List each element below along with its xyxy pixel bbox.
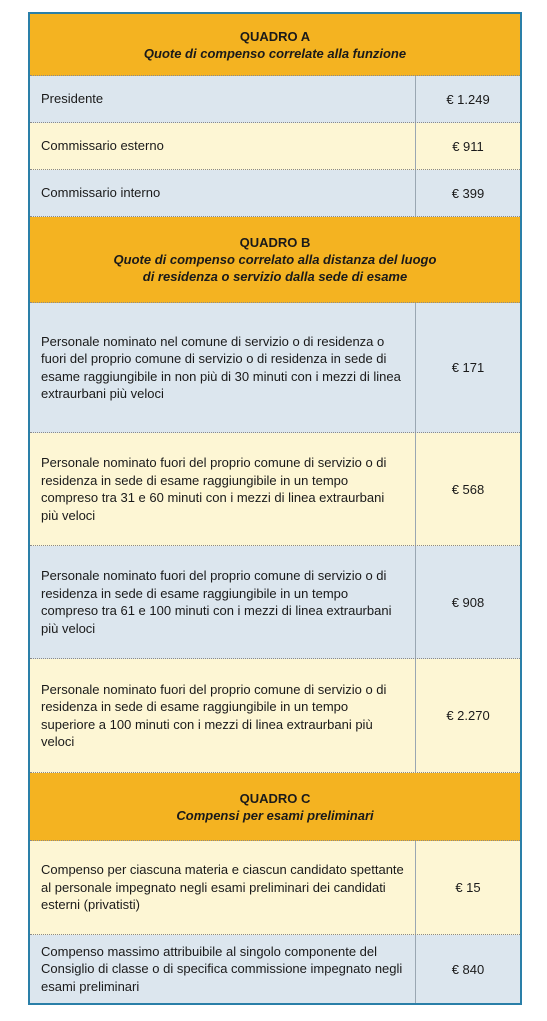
quadro-a-header [30, 14, 520, 76]
quadro-b-subtitle-line2: di residenza o servizio dalla sede di esame [142, 269, 408, 284]
table-row [30, 123, 520, 170]
quadro-b-header [30, 217, 520, 303]
row-amount: € 15 [455, 880, 481, 895]
row-label: Personale nominato fuori del proprio comune di servizio o di residenza in sede di esame raggiungibile in un tempo compreso tra 31 e 60 minuti con i mezzi di linea extraurbani più veloci [30, 433, 416, 545]
table-row [30, 935, 520, 1003]
row-label: Compenso per ciascuna materia e ciascun candidato spettante al personale impegnato negli esami preliminari dei candidati esterni (privatisti) [30, 841, 416, 934]
row-label: Commissario esterno [30, 123, 416, 169]
quadro-c-subtitle: Compensi per esami preliminari [176, 807, 374, 823]
row-amount: € 840 [451, 961, 485, 977]
table-row [30, 659, 520, 773]
row-amount: € 908 [451, 594, 485, 610]
row-amount: € 2.270 [446, 708, 490, 723]
quadro-b-title: QUADRO B [239, 235, 311, 250]
row-label: Presidente [30, 76, 416, 122]
table-row [30, 170, 520, 217]
quadro-b-subtitle-line1: Quote di compenso correlato alla distanza del luogo [113, 252, 437, 267]
row-amount: € 1.249 [446, 91, 490, 107]
table-row [30, 433, 520, 546]
row-label: Personale nominato fuori del proprio comune di servizio o di residenza in sede di esame raggiungibile in un tempo superiore a 100 minuti con i mezzi di linea extraurbani più veloci [30, 659, 416, 772]
quadro-c-header [30, 773, 520, 841]
row-amount: € 568 [451, 481, 485, 497]
row-amount: € 399 [451, 185, 485, 201]
row-amount: € 911 [452, 138, 484, 154]
quadro-a-subtitle: Quote di compenso correlate alla funzione [143, 45, 407, 61]
row-label: Personale nominato fuori del proprio comune di servizio o di residenza in sede di esame raggiungibile in un tempo compreso tra 61 e 100 minuti con i mezzi di linea extraurbani più veloci [30, 546, 416, 658]
row-label: Personale nominato nel comune di servizio o di residenza o fuori del proprio comune di servizio o di residenza in sede di esame raggiungibile in non più di 30 minuti con i mezzi di linea extraurbani più veloci [30, 303, 416, 432]
quadro-a-title: QUADRO A [239, 28, 311, 44]
compensation-table [28, 12, 522, 1005]
row-amount: € 171 [451, 360, 485, 375]
table-row [30, 841, 520, 935]
row-label: Commissario interno [30, 170, 416, 216]
row-label: Compenso massimo attribuibile al singolo componente del Consiglio di classe o di specifica commissione impegnato negli esami preliminari [30, 935, 416, 1003]
quadro-c-title: QUADRO C [239, 790, 311, 806]
table-row [30, 76, 520, 123]
table-row [30, 546, 520, 659]
table-row [30, 303, 520, 433]
